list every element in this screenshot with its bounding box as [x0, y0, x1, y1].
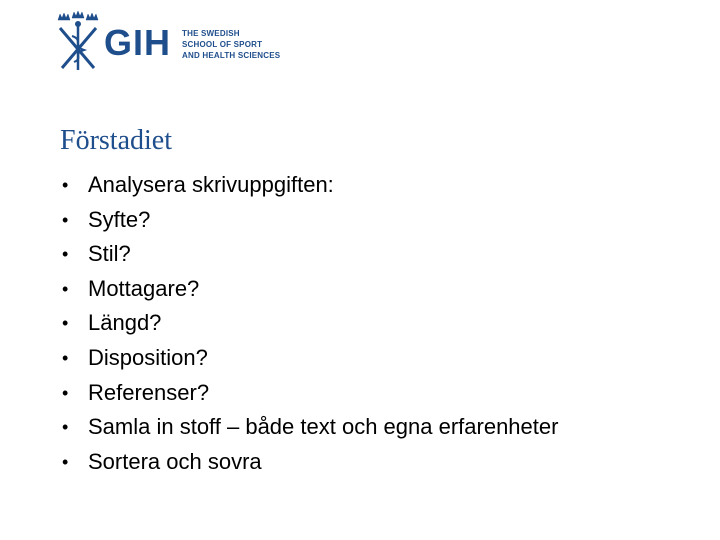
list-item — [60, 378, 558, 413]
logo-subtitle-line: THE SWEDISH — [182, 29, 240, 38]
gih-logo — [54, 10, 284, 72]
logo-subtitle-line: SCHOOL OF SPORT — [182, 40, 263, 49]
bullet-dot: • — [62, 175, 69, 195]
list-item-text: Mottagare? — [88, 275, 200, 301]
bullet-dot: • — [62, 417, 69, 438]
list-item-text: Analysera skrivuppgiften: — [88, 172, 334, 197]
list-item-text: Syfte? — [88, 206, 151, 232]
list-item-text: Stil? — [88, 241, 131, 267]
list-item — [60, 308, 558, 343]
bullet-dot: • — [62, 347, 69, 368]
crowns-emblem-icon — [54, 10, 102, 72]
logo-subtitle-line: AND HEALTH SCIENCES — [182, 51, 281, 60]
bullet-list — [60, 170, 558, 481]
list-item-text: Referenser? — [88, 379, 210, 405]
bullet-dot: • — [62, 244, 69, 265]
list-item — [60, 170, 558, 205]
logo-wordmark: GIH — [104, 22, 172, 63]
bullet-dot: • — [62, 382, 69, 403]
bullet-dot: • — [62, 313, 69, 334]
bullet-dot: • — [62, 451, 69, 472]
list-item-text: Längd? — [88, 310, 162, 336]
list-item — [60, 239, 558, 274]
logo-subtitle — [182, 28, 280, 61]
slide-title: Förstadiet — [60, 125, 172, 156]
list-item — [60, 447, 558, 482]
list-item-text: Disposition? — [88, 344, 208, 370]
list-item-text: Sortera och sovra — [88, 448, 262, 474]
bullet-dot: • — [62, 278, 69, 299]
list-item — [60, 205, 558, 240]
list-item-text: Samla in stoff – både text och egna erfarenheter — [88, 414, 559, 440]
list-item — [60, 412, 558, 447]
list-item — [60, 274, 558, 309]
list-item — [60, 343, 558, 378]
bullet-dot: • — [62, 209, 69, 230]
